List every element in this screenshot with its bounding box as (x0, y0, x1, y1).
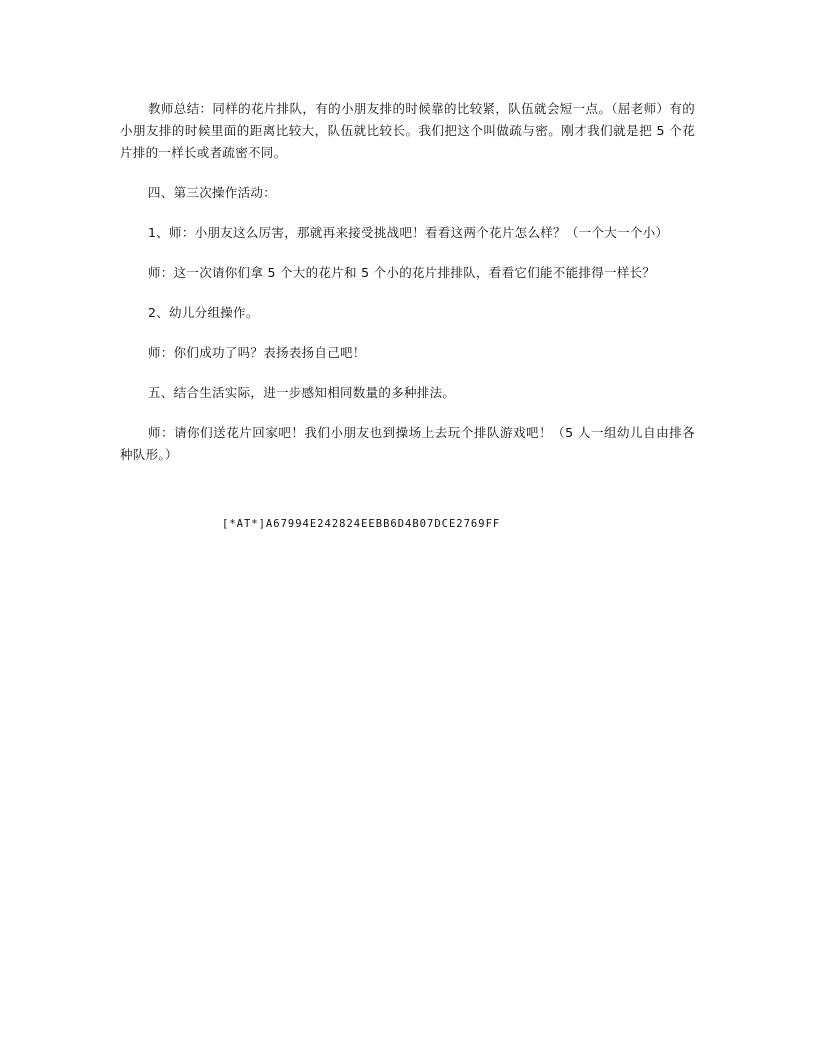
paragraph-teacher-summary: 教师总结：同样的花片排队，有的小朋友排的时候靠的比较紧，队伍就会短一点。（屈老师）有的小朋友排的时候里面的距离比较大，队伍就比较长。我们把这个叫做疏与密。刚才我们就是把 5 个花片排的一样长或者疏密不同。 (120, 101, 695, 160)
document-body (120, 98, 695, 484)
paragraph-challenge: 1、师：小朋友这么厉害，那就再来接受挑战吧！看看这两个花片怎么样？（一个大一个小） (148, 225, 669, 240)
document-id-code: [*AT*]A67994E242824EEBB6D4B07DCE2769FF (222, 518, 501, 530)
paragraph-instruction: 师：这一次请你们拿 5 个大的花片和 5 个小的花片排排队，看看它们能不能排得一样长？ (148, 265, 656, 280)
section-heading-real-life: 五、结合生活实际，进一步感知相同数量的多种排法。 (148, 385, 456, 400)
paragraph-praise: 师：你们成功了吗？表扬表扬自己吧！ (148, 345, 366, 360)
paragraph-group-operation: 2、幼儿分组操作。 (148, 305, 259, 320)
section-heading-third-activity: 四、第三次操作活动： (148, 185, 277, 200)
paragraph-closing: 师：请你们送花片回家吧！我们小朋友也到操场上去玩个排队游戏吧！（5 人一组幼儿自由排各种队形。） (120, 425, 695, 462)
